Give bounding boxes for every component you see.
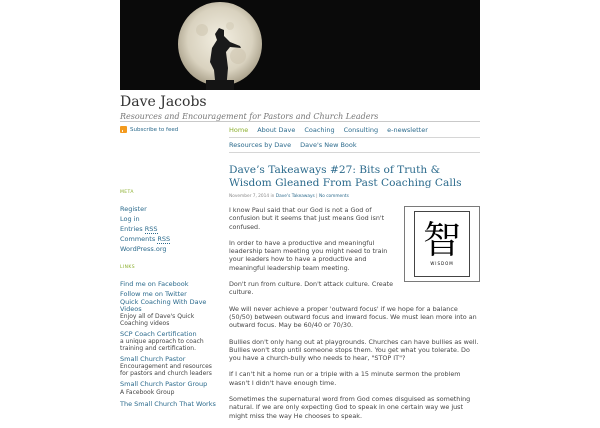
meta-heading: META bbox=[120, 190, 134, 195]
post-paragraph: I know Paul said that our God is not a God of confusion but it seems that just means God isn't confused. bbox=[229, 206, 385, 231]
comments-rss-abbr: RSS bbox=[157, 235, 171, 243]
wisdom-frame bbox=[414, 211, 470, 277]
twitter-link[interactable]: Follow me on Twitter bbox=[120, 290, 187, 298]
wisdom-label: WISDOM bbox=[430, 260, 454, 266]
small-church-that-works-link[interactable]: The Small Church That Works bbox=[120, 400, 216, 408]
links-widget bbox=[120, 263, 216, 409]
small-church-pastor-group-link[interactable] bbox=[120, 380, 212, 396]
post-category-link[interactable]: Dave's Takeaways bbox=[275, 194, 315, 199]
nav-divider bbox=[229, 137, 480, 138]
list-item bbox=[120, 355, 212, 377]
entries-rss-link[interactable] bbox=[120, 224, 212, 234]
entries-rss-prefix: Entries bbox=[120, 225, 145, 233]
link-description: a unique approach to coach training and certification. bbox=[120, 338, 204, 352]
post-paragraph: In order to have a productive and meaningful leadership team meeting you might need to train your leaders how to have a productive and meaningful leadership team meeting. bbox=[229, 238, 388, 272]
subscribe-label: Subscribe to feed bbox=[130, 126, 179, 133]
link-description: Enjoy all of Dave's Quick Coaching videos bbox=[120, 313, 195, 327]
post-comments-link[interactable]: No comments bbox=[318, 194, 349, 199]
post-paragraph: If I can't hit a home run or a triple with a 15 minute sermon the problem wasn't I didn't have enough time. bbox=[229, 370, 461, 387]
link-description: A Facebook Group bbox=[120, 389, 175, 396]
link-name: Small Church Pastor Group bbox=[120, 380, 208, 388]
entries-rss-abbr: RSS bbox=[144, 225, 158, 233]
nav-item-home[interactable]: Home bbox=[229, 126, 249, 134]
meta-widget bbox=[120, 188, 212, 254]
main-navigation bbox=[229, 124, 480, 154]
post-meta: November 7, 2014 in Dave's Takeaways | No comments bbox=[229, 194, 349, 199]
moon-statue-illustration bbox=[120, 0, 480, 90]
site-title[interactable]: Dave Jacobs bbox=[120, 94, 207, 110]
wisdom-kanji: 智 bbox=[422, 217, 461, 262]
rss-icon bbox=[120, 126, 127, 133]
facebook-link[interactable]: Find me on Facebook bbox=[120, 280, 189, 288]
scp-coach-certification-link[interactable]: SCP Coach Certification bbox=[120, 330, 197, 338]
subscribe-feed-link[interactable] bbox=[120, 126, 178, 133]
list-item bbox=[120, 380, 212, 396]
header-banner-image bbox=[120, 0, 480, 90]
nav-divider bbox=[229, 152, 480, 153]
links-heading: LINKS bbox=[120, 265, 136, 270]
comments-rss-link[interactable] bbox=[120, 234, 212, 244]
list-item bbox=[120, 299, 212, 327]
header-divider bbox=[120, 121, 480, 122]
link-description: Encouragement and resources for pastors and church leaders bbox=[120, 363, 212, 377]
quick-coaching-videos-link[interactable]: Quick Coaching With Dave Videos bbox=[120, 298, 207, 313]
nav-item-coaching[interactable]: Coaching bbox=[304, 126, 335, 134]
post-paragraph: Don't run from culture. Don't attack culture. Create culture. bbox=[229, 280, 394, 297]
post-body bbox=[229, 206, 480, 420]
post-title[interactable]: Dave’s Takeaways #27: Bits of Truth & Wisdom Gleaned From Past Coaching Calls bbox=[229, 164, 462, 189]
sidebar bbox=[120, 188, 216, 418]
nav-item-daves-new-book[interactable]: Dave's New Book bbox=[300, 141, 357, 149]
small-church-pastor-link[interactable]: Small Church Pastor bbox=[120, 355, 186, 363]
nav-item-consulting[interactable]: Consulting bbox=[343, 126, 379, 134]
wordpress-link[interactable]: WordPress.org bbox=[120, 245, 167, 253]
site-description: Resources and Encouragement for Pastors and Church Leaders bbox=[120, 112, 379, 121]
wisdom-image bbox=[404, 206, 480, 282]
list-item bbox=[120, 330, 212, 352]
post-paragraph: We will never achieve a proper 'outward focus' if we hope for a balance (50/50) between outward focus and inward focus. We must lean more into an outward focus. May be 60/40 or 70/30. bbox=[229, 304, 477, 330]
nav-item-about-dave[interactable]: About Dave bbox=[257, 126, 296, 134]
post-date: November 7, 2014 in bbox=[229, 194, 275, 199]
post-paragraph: Bullies don't only hang out at playgrounds. Churches can have bullies as well. Bullies won't stop until someone stops them. You get what you tolerate. Do you have a church-bully who needs to hear, "STOP IT"? bbox=[229, 337, 479, 363]
blog-post bbox=[229, 164, 480, 428]
nav-item-e-newsletter[interactable]: e-newsletter bbox=[387, 126, 428, 134]
post-paragraph: Sometimes the supernatural word from God comes disguised as something natural. If we are only expecting God to speak in one certain way we just might miss the way He chooses to speak. bbox=[229, 395, 471, 420]
register-link[interactable]: Register bbox=[120, 205, 147, 213]
login-link[interactable]: Log in bbox=[120, 215, 140, 223]
comments-rss-prefix: Comments bbox=[120, 235, 158, 243]
nav-item-resources-by-dave[interactable]: Resources by Dave bbox=[229, 141, 292, 149]
